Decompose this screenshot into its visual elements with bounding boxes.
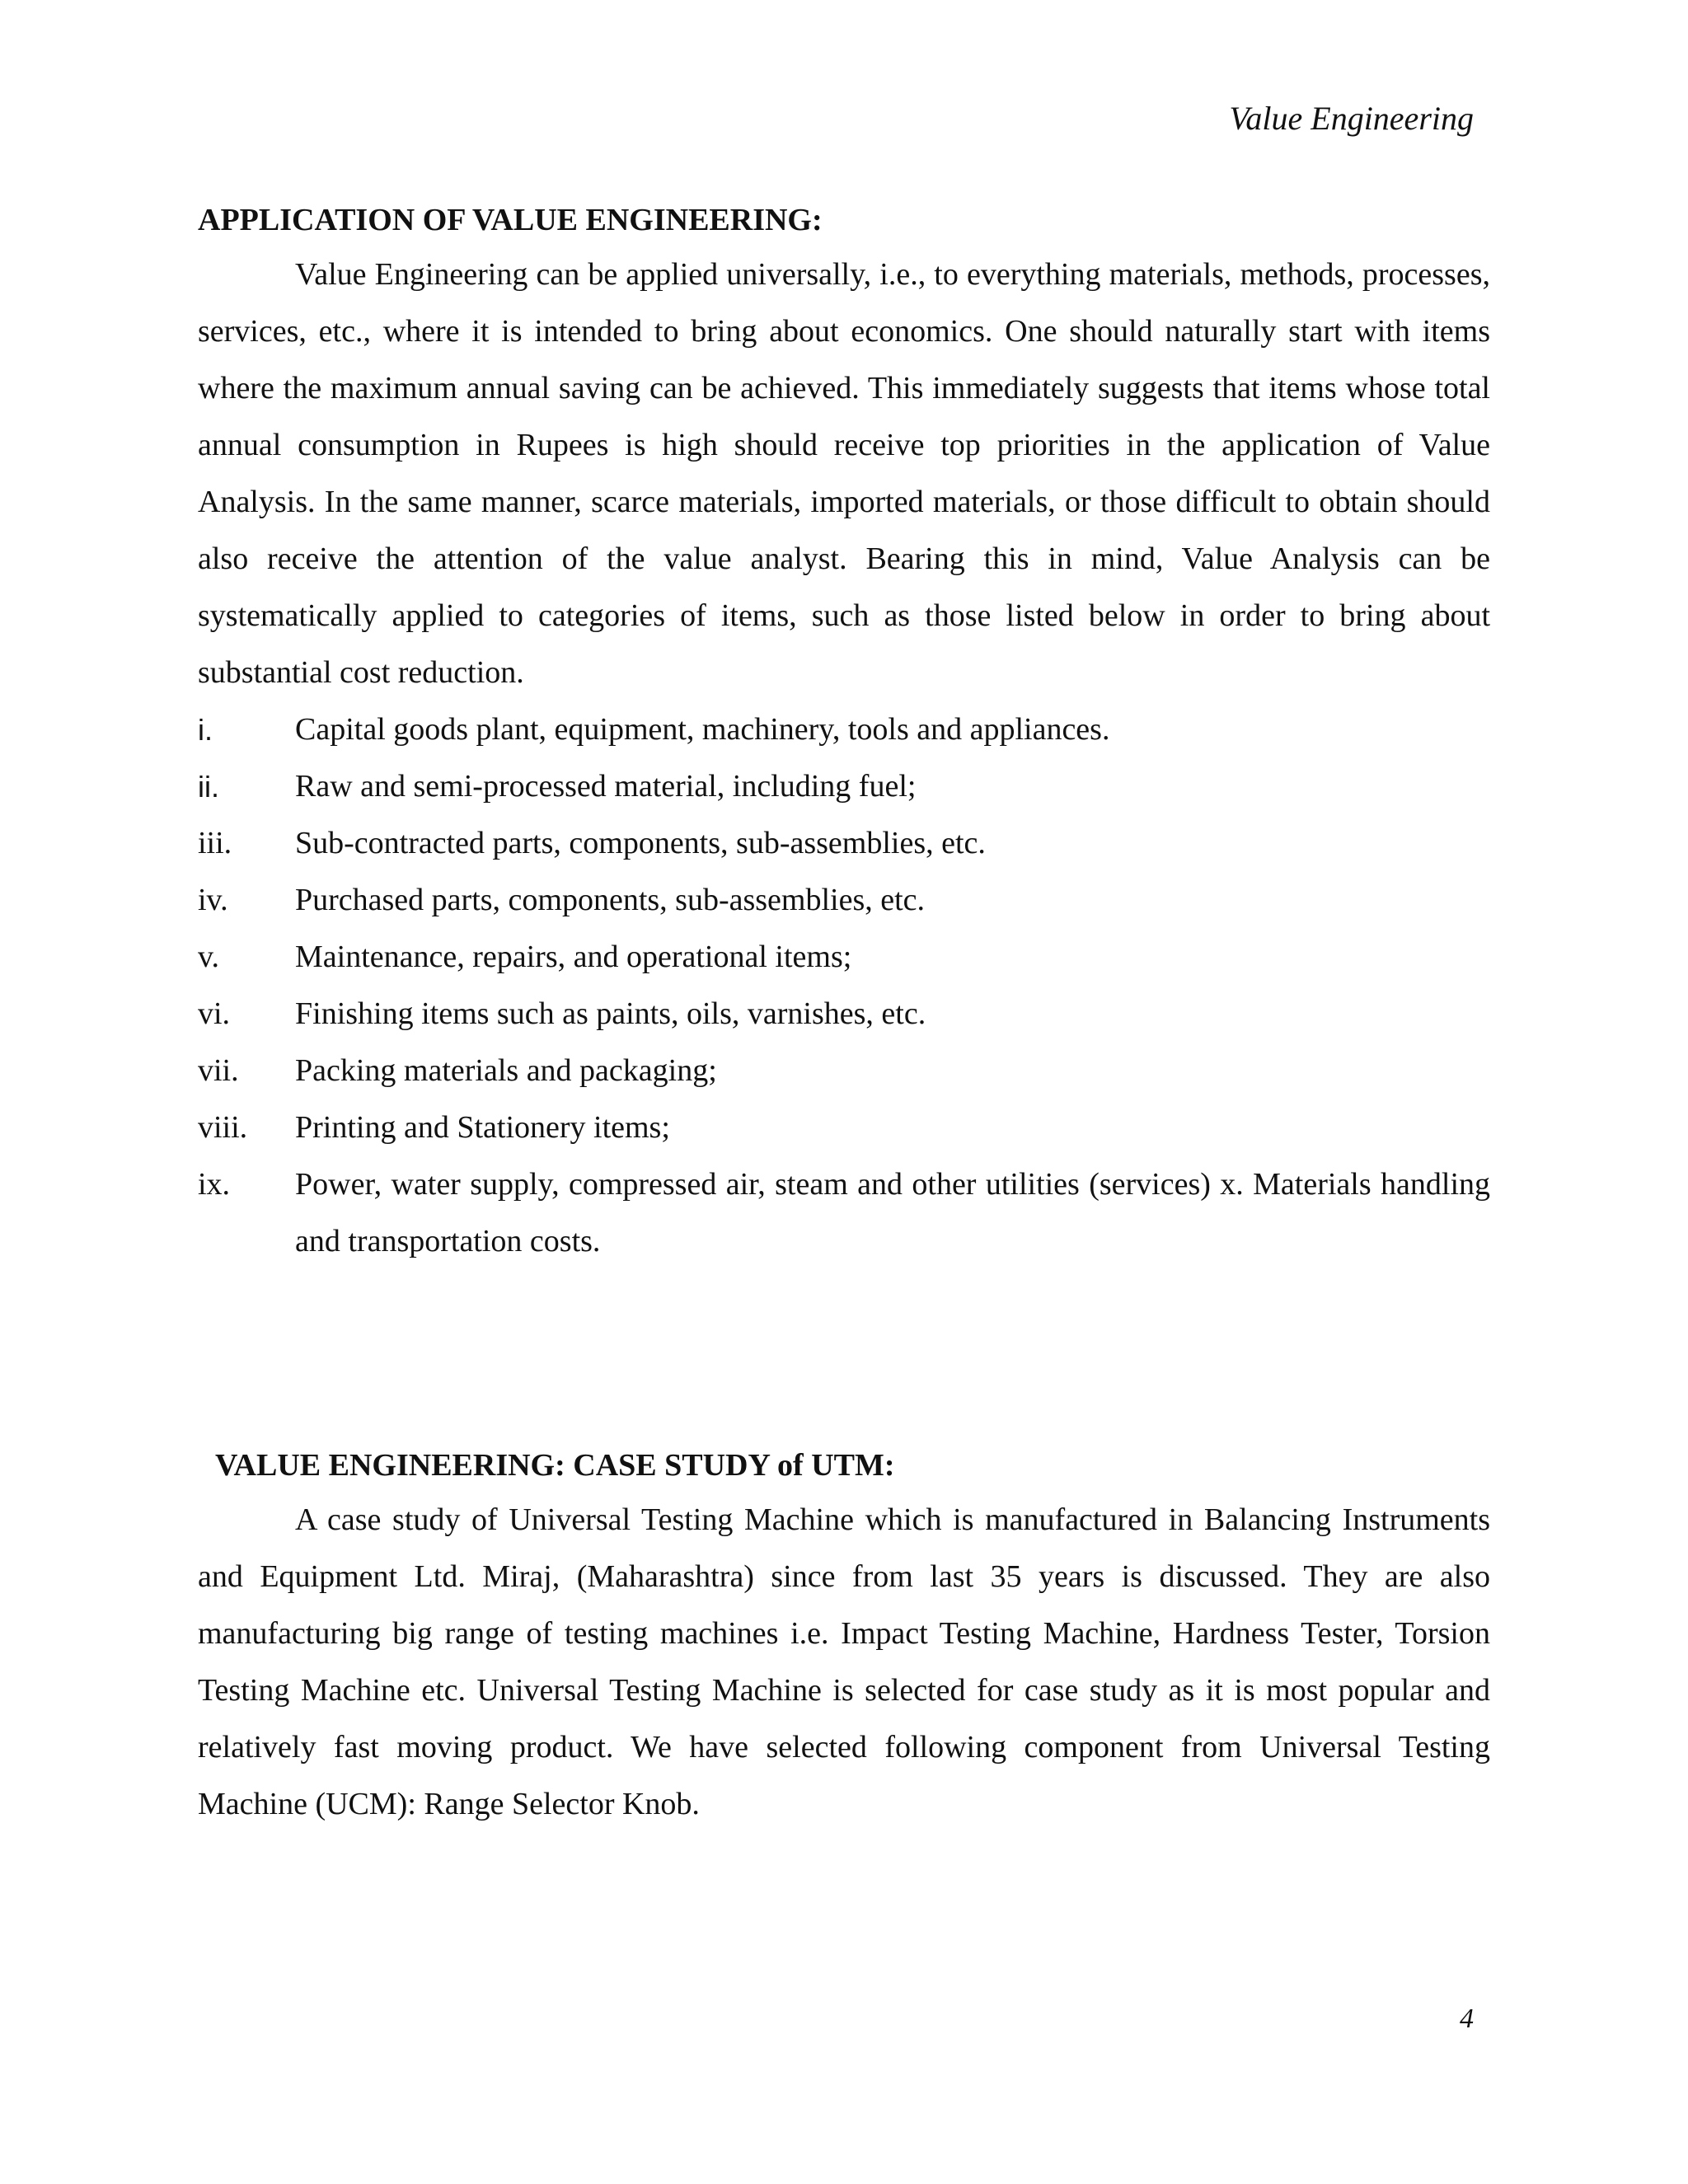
list-item [198, 1099, 1490, 1156]
item-categories-list [198, 701, 1490, 1270]
list-item-number: iv. [198, 883, 228, 917]
application-paragraph: Value Engineering can be applied universally, i.e., to everything materials, methods, processes, services, etc., where it is intended to bring about economics. One should naturally start with items where the maximum annual saving can be achieved. This immediately suggests that items whose total annual consumption in Rupees is high should receive top priorities in the application of Value Analysis. In the same manner, scarce materials, imported materials, or those difficult to obtain should also receive the attention of the value analyst. Bearing this in mind, Value Analysis can be systematically applied to categories of items, such as those listed below in order to bring about substantial cost reduction. [198, 257, 1490, 690]
list-item-number: ii. [198, 770, 219, 804]
list-item-number: iii. [198, 826, 232, 860]
section-case-study [198, 1446, 1490, 1833]
list-item-text: Packing materials and packaging; [295, 1053, 717, 1088]
list-item-text: Capital goods plant, equipment, machinery, tools and appliances. [295, 712, 1110, 747]
list-item-text: Printing and Stationery items; [295, 1110, 670, 1145]
list-item [198, 929, 1490, 986]
section-heading-case-study: VALUE ENGINEERING: CASE STUDY of UTM: [215, 1448, 895, 1483]
list-item-text: Sub-contracted parts, components, sub-assemblies, etc. [295, 826, 986, 860]
list-item-text: Finishing items such as paints, oils, varnishes, etc. [295, 996, 926, 1031]
page-number: 4 [1460, 2004, 1474, 2034]
list-item-number: vii. [198, 1053, 239, 1088]
list-item-number: viii. [198, 1110, 248, 1145]
list-item-text: Purchased parts, components, sub-assemblies, etc. [295, 883, 926, 917]
list-item [198, 1156, 1490, 1270]
running-header: Value Engineering [1229, 100, 1474, 137]
list-item-text: Raw and semi-processed material, including fuel; [295, 769, 917, 804]
list-item [198, 986, 1490, 1043]
list-item [198, 815, 1490, 872]
section-application [198, 200, 1490, 1270]
list-item-text: Power, water supply, compressed air, steam and other utilities (services) x. Materials handling and transportation costs. [295, 1167, 1490, 1258]
section-heading-application: APPLICATION OF VALUE ENGINEERING: [198, 203, 823, 237]
list-item-number: vi. [198, 996, 231, 1031]
case-study-paragraph: A case study of Universal Testing Machine which is manufactured in Balancing Instruments and Equipment Ltd. Miraj, (Maharashtra) since from last 35 years is discussed. They are also manufacturing big range of testing machines i.e. Impact Testing Machine, Hardness Tester, Torsion Testing Machine etc. Universal Testing Machine is selected for case study as it is most popular and relatively fast moving product. We have selected following component from Universal Testing Machine (UCM): Range Selector Knob. [198, 1502, 1490, 1821]
list-item-number: ix. [198, 1167, 231, 1202]
list-item-number: v. [198, 940, 220, 974]
list-item [198, 1043, 1490, 1099]
list-item-text: Maintenance, repairs, and operational items; [295, 940, 852, 974]
list-item [198, 872, 1490, 929]
list-item [198, 758, 1490, 815]
list-item [198, 701, 1490, 758]
list-item-number: i. [198, 713, 213, 747]
